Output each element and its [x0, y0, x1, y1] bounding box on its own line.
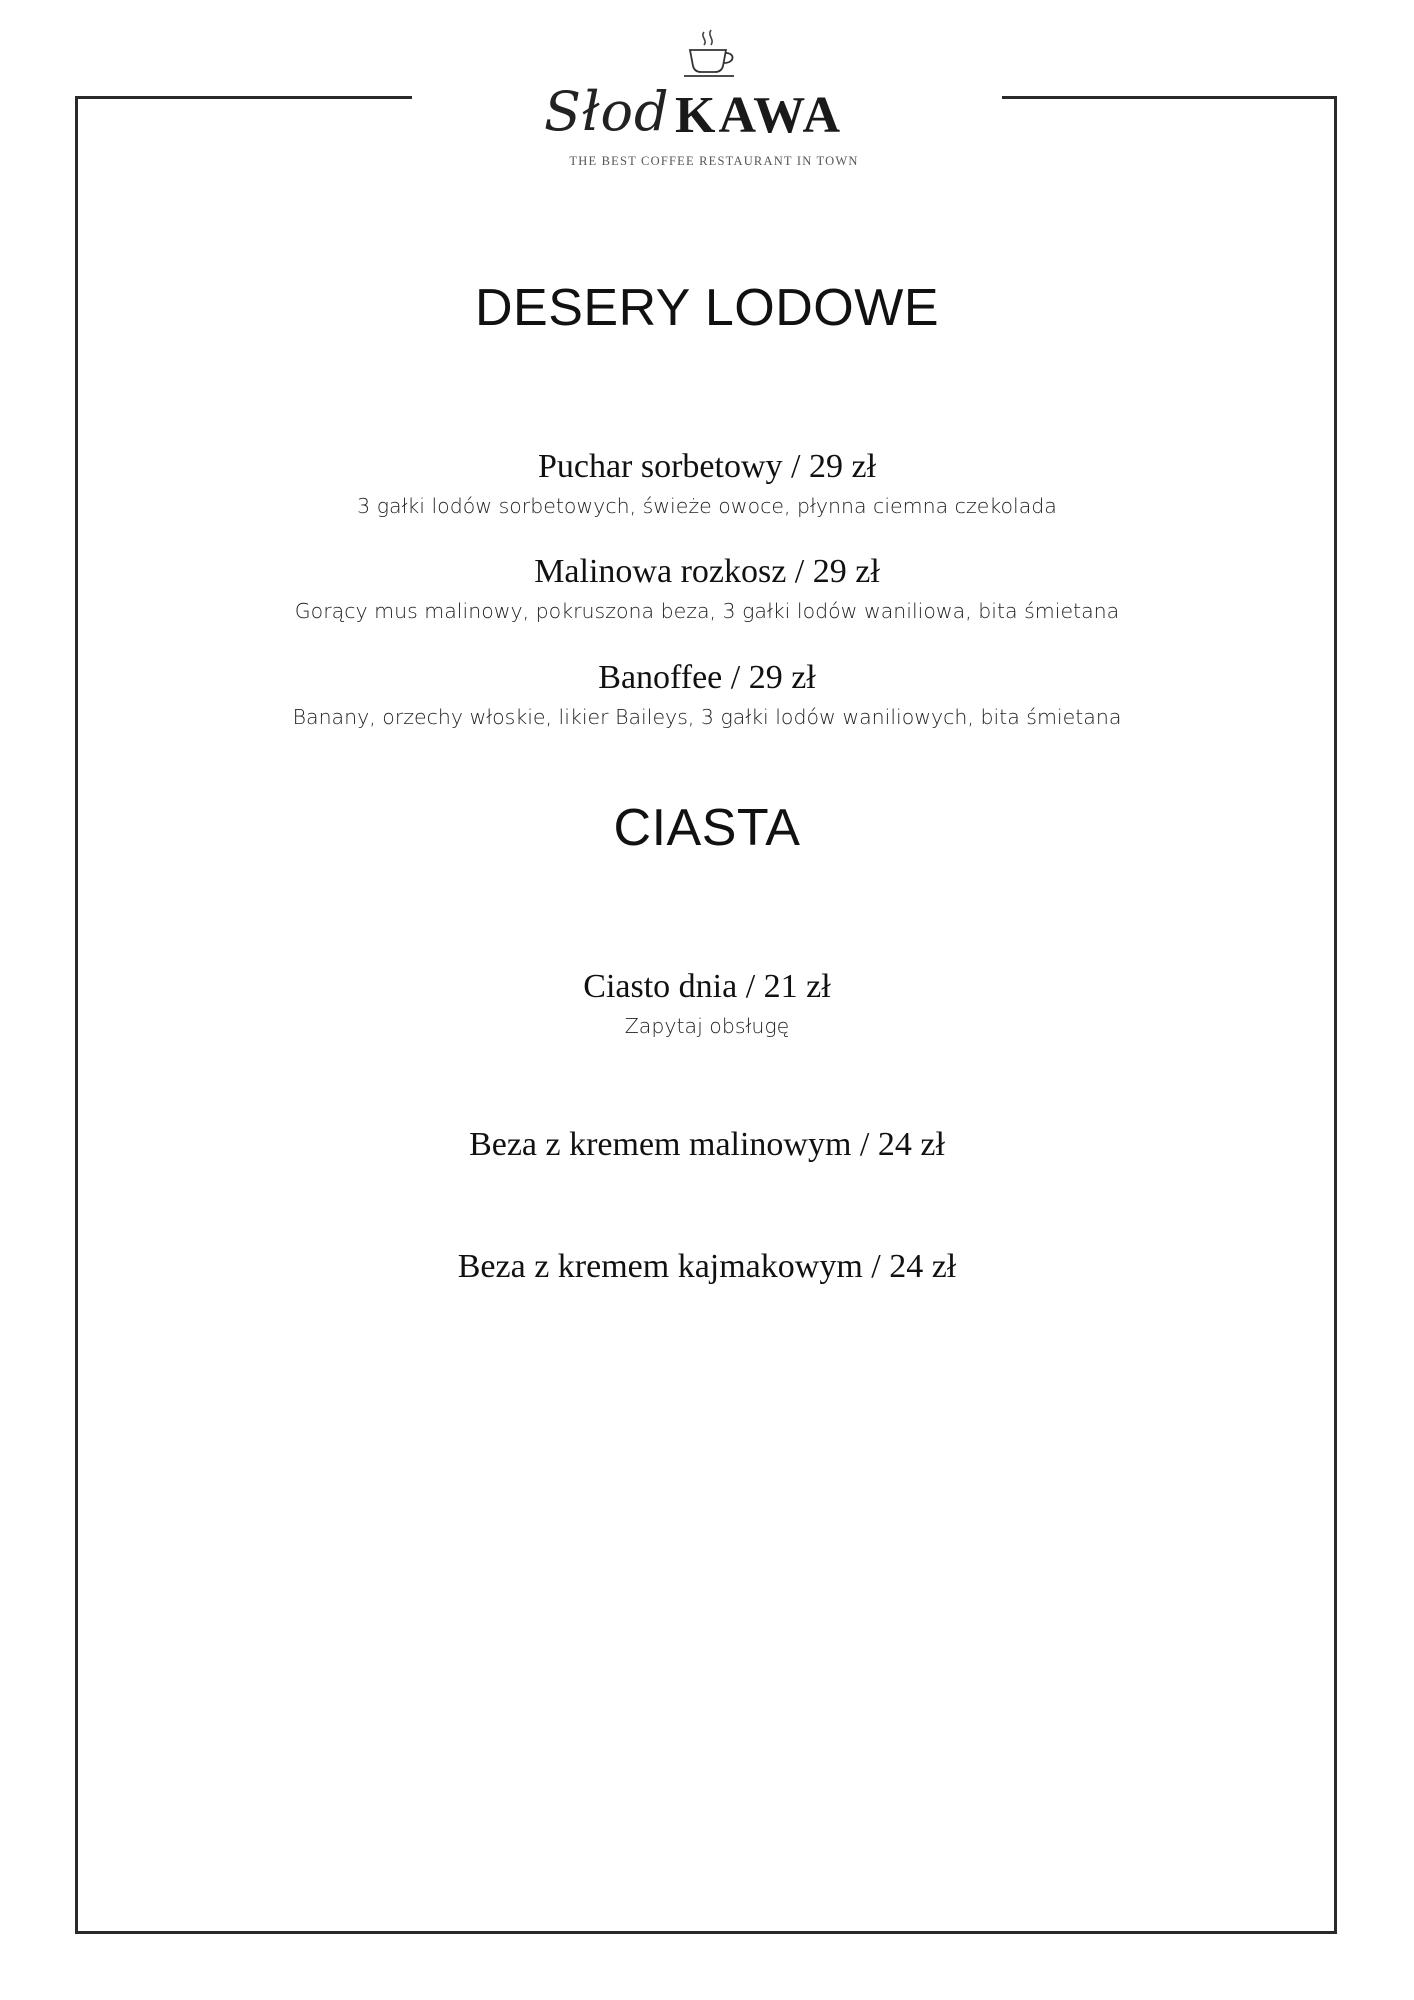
menu-item-description: Zapytaj obsługę — [624, 1014, 790, 1038]
logo-bold-text: KAWA — [675, 87, 844, 144]
menu-item-description: Banany, orzechy włoskie, likier Baileys, 3 gałki lodów waniliowych, bita śmietana — [292, 705, 1122, 729]
menu-item-name: Beza z kremem malinowym / 24 zł — [469, 1126, 945, 1163]
menu-item-name: Puchar sorbetowy / 29 zł — [537, 448, 877, 485]
logo-tagline: THE BEST COFFEE RESTAURANT IN TOWN — [569, 154, 859, 168]
brand-logo — [530, 28, 890, 173]
menu-item-name: Beza z kremem kajmakowym / 24 zł — [457, 1248, 957, 1285]
section-title-desery: DESERY LODOWE — [474, 279, 940, 337]
menu-item-description: 3 gałki lodów sorbetowych, świeże owoce, płynna ciemna czekolada — [357, 494, 1057, 518]
logo-script-text: Słod — [544, 80, 670, 143]
menu-item-name: Ciasto dnia / 21 zł — [583, 968, 831, 1005]
menu-item-name: Banoffee / 29 zł — [598, 659, 816, 696]
menu-item-description: Gorący mus malinowy, pokruszona beza, 3 gałki lodów waniliowa, bita śmietana — [294, 599, 1120, 623]
coffee-cup-icon — [680, 28, 740, 80]
section-title-ciasta: CIASTA — [613, 799, 801, 857]
menu-item-name: Malinowa rozkosz / 29 zł — [534, 553, 880, 590]
